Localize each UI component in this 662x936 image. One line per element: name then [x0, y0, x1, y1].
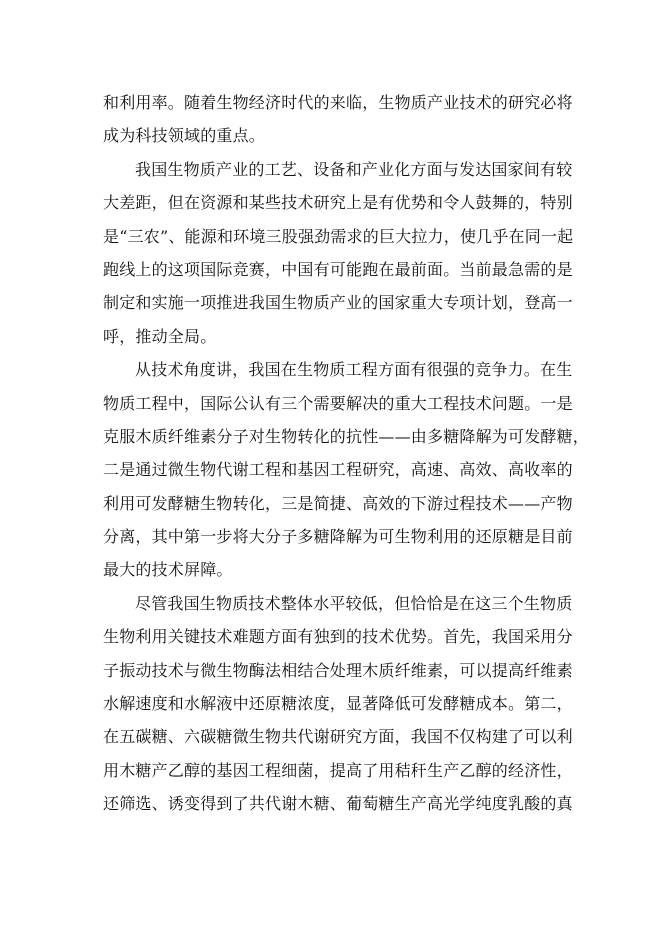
text-line: 还筛选、诱变得到了共代谢木糖、葡萄糖生产高光学纯度乳酸的真: [103, 794, 573, 814]
text-line: 我国生物质产业的工艺、设备和产业化方面与发达国家间有较: [135, 159, 573, 179]
text-line: 分离，其中第一步将大分子多糖降解为可生物利用的还原糖是目前: [103, 527, 573, 547]
text-line: 尽管我国生物质技术整体水平较低，但恰恰是在这三个生物质: [135, 593, 573, 613]
text-line: 从技术角度讲，我国在生物质工程方面有很强的竞争力。在生: [135, 360, 573, 380]
text-line: 利用可发酵糖生物转化，三是简捷、高效的下游过程技术——产物: [103, 493, 573, 513]
text-line: 水解速度和水解液中还原糖浓度，显著降低可发酵糖成本。第二，: [103, 694, 573, 714]
text-line: 是“三农”、能源和环境三股强劲需求的巨大拉力，使几乎在同一起: [103, 226, 574, 246]
text-line: 二是通过微生物代谢工程和基因工程研究，高速、高效、高收率的: [103, 460, 573, 480]
text-line: 跑线上的这项国际竞赛，中国有可能跑在最前面。当前最急需的是: [103, 259, 573, 279]
text-line: 子振动技术与微生物酶法相结合处理木质纤维素，可以提高纤维素: [103, 660, 573, 680]
text-line: 制定和实施一项推进我国生物质产业的国家重大专项计划，登高一: [103, 293, 573, 313]
text-line: 呼，推动全局。: [103, 326, 217, 346]
text-line: 和利用率。随着生物经济时代的来临，生物质产业技术的研究必将: [103, 93, 573, 112]
text-line: 生物利用关键技术难题方面有独到的技术优势。首先，我国采用分: [103, 627, 573, 647]
text-line: 最大的技术屏障。: [103, 560, 233, 580]
text-line: 用木糖产乙醇的基因工程细菌，提高了用秸秆生产乙醇的经济性，: [103, 760, 573, 780]
text-line: 大差距，但在资源和某些技术研究上是有优势和令人鼓舞的，特别: [103, 193, 573, 213]
text-line: 物质工程中，国际公认有三个需要解决的重大工程技术问题。一是: [103, 393, 573, 413]
text-line: 成为科技领域的重点。: [103, 126, 266, 146]
document-body: [103, 86, 590, 821]
text-line: 在五碳糖、六碳糖微生物共代谢研究方面，我国不仅构建了可以利: [103, 727, 573, 747]
text-line: 克服木质纤维素分子对生物转化的抗性——由多糖降解为可发酵糖，: [103, 426, 590, 446]
